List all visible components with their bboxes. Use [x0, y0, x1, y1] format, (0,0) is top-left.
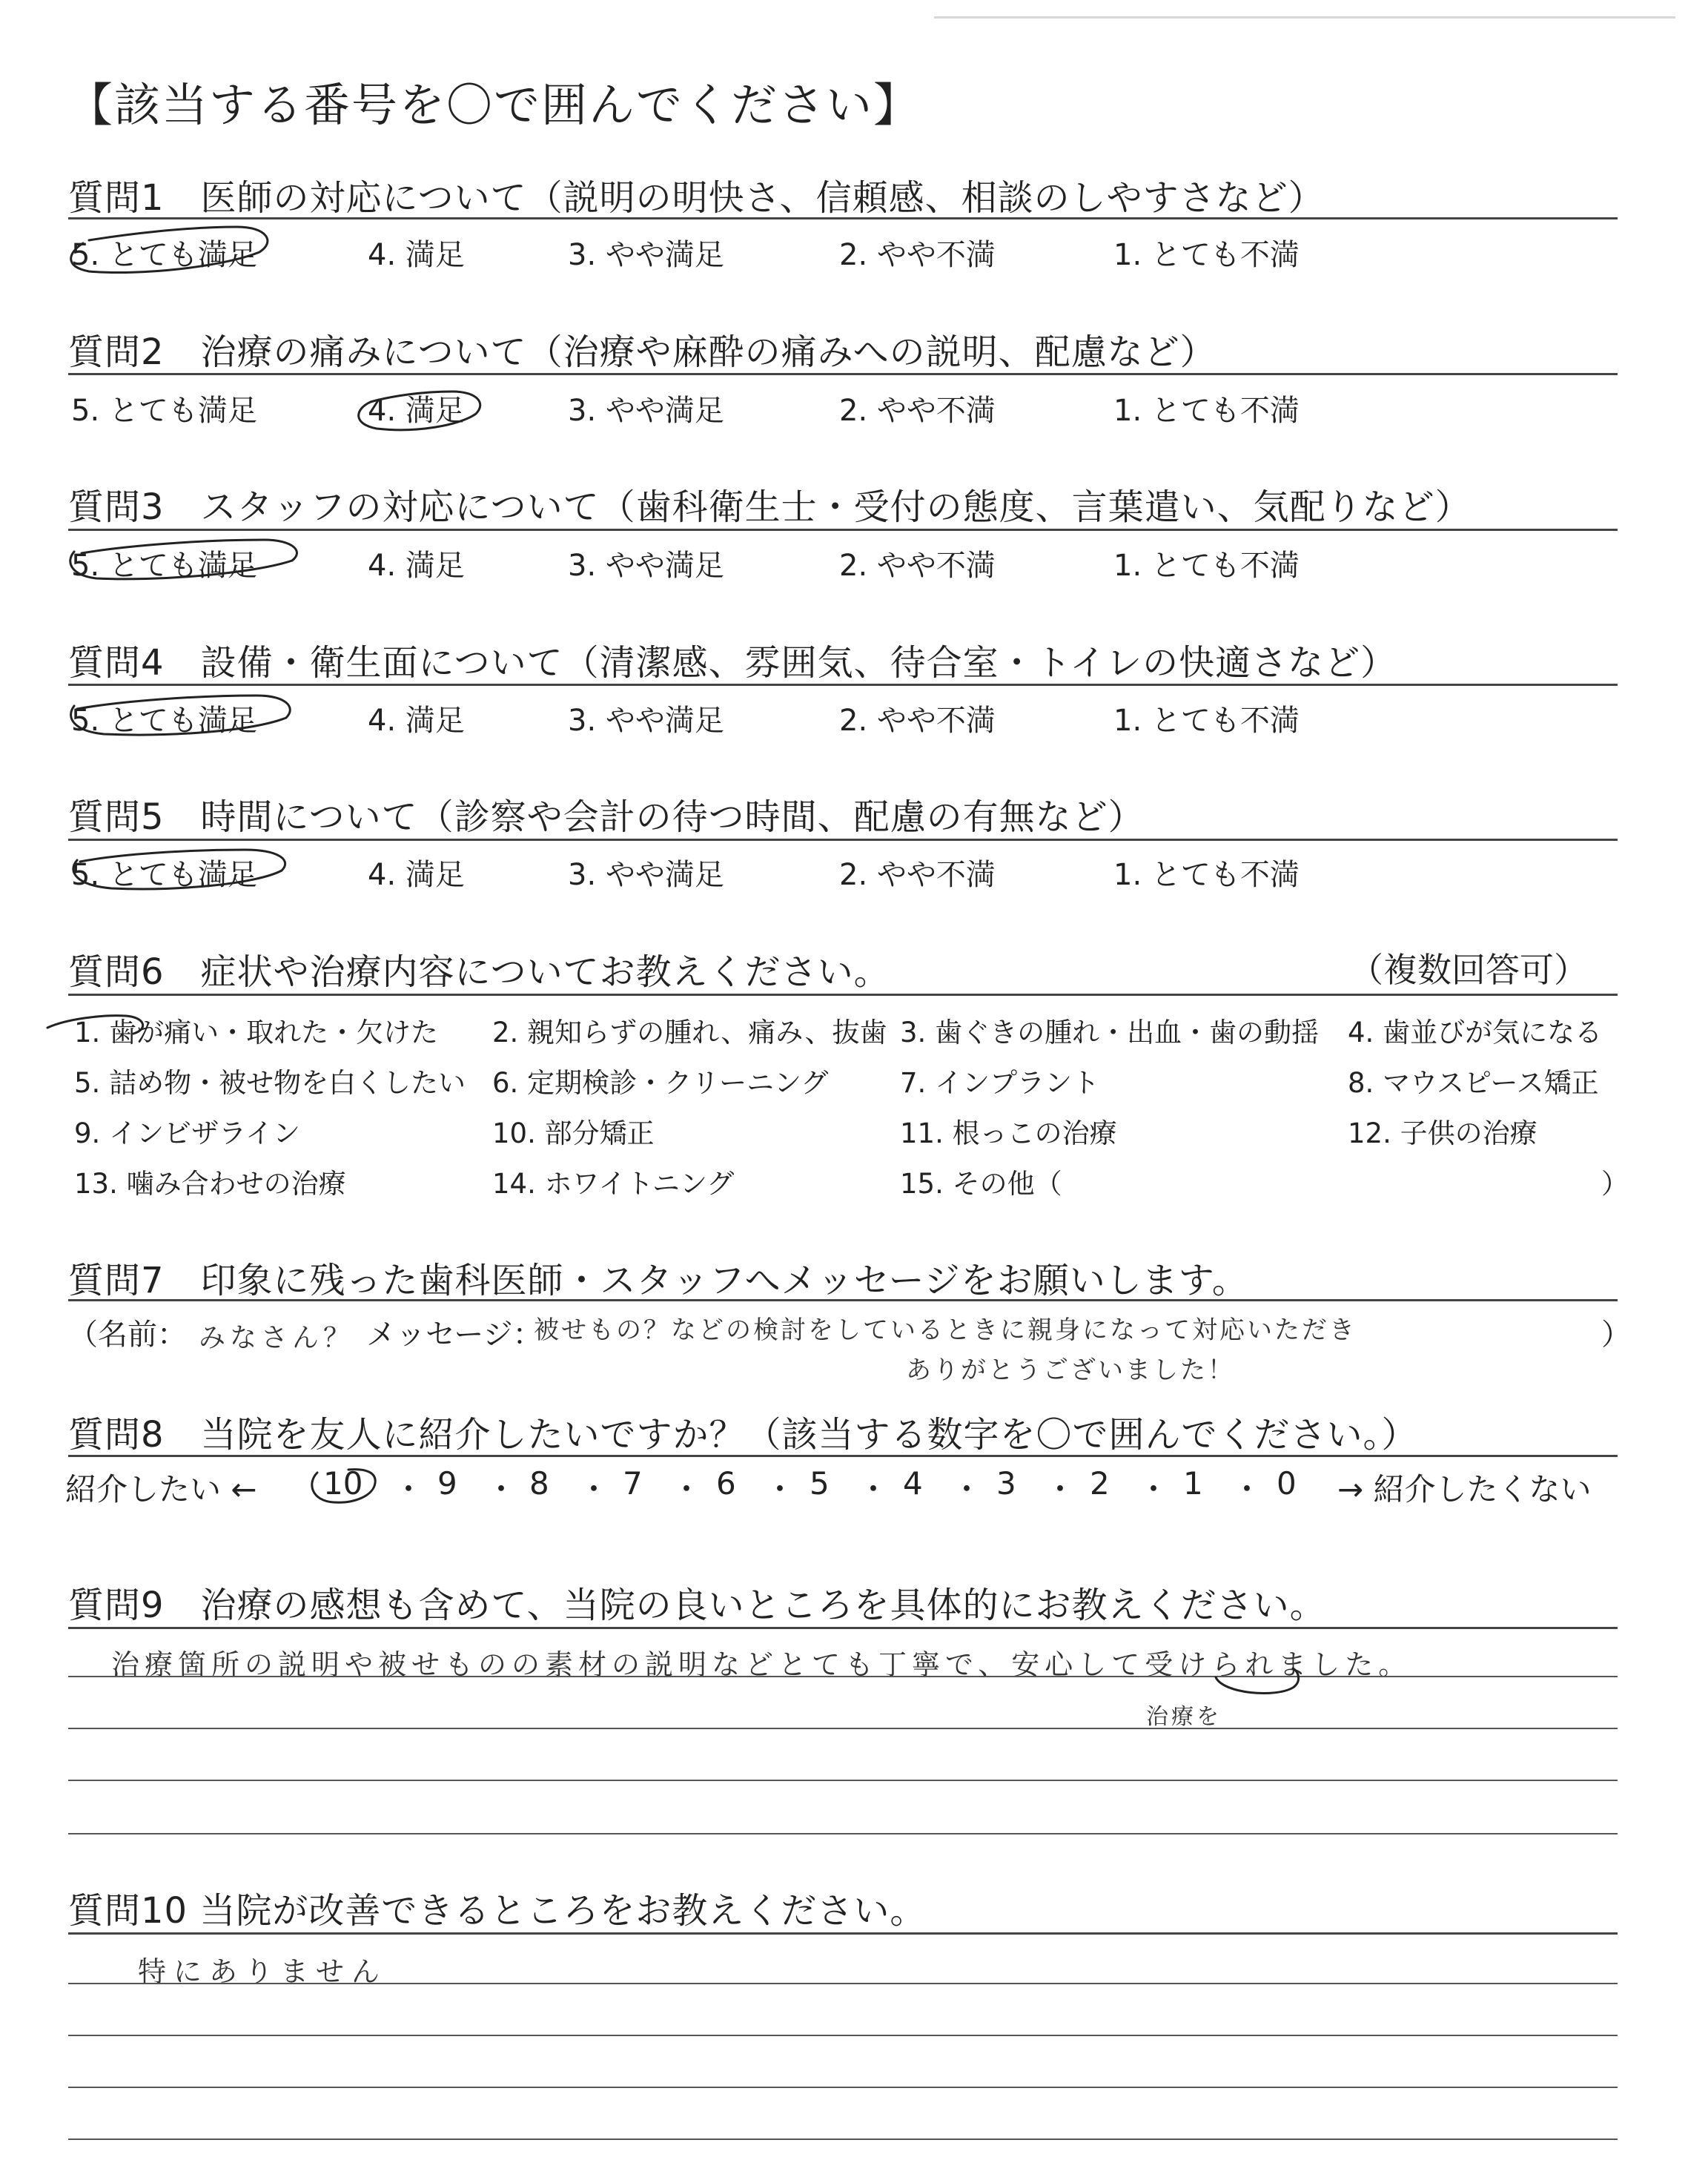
q6-option-11[interactable]: 11. 根っこの治療 — [900, 1117, 1117, 1149]
question-9-title: 質問9 治療の感想も含めて、当院の良いところを具体的にお教えください。 — [68, 1585, 1326, 1626]
q3-option-1[interactable]: 1. とても不満 — [1113, 549, 1300, 583]
q10-answer-line-3 — [68, 2087, 1618, 2088]
q6-option-10[interactable]: 10. 部分矯正 — [492, 1117, 655, 1149]
q5-option-1[interactable]: 1. とても不満 — [1113, 858, 1300, 892]
question-4-title: 質問4 設備・衛生面について（清潔感、雰囲気、待合室・トイレの快適さなど） — [68, 642, 1397, 684]
question-5-rule — [68, 839, 1618, 841]
q10-answer-line-2 — [68, 2035, 1618, 2036]
q7-message-line-1[interactable]: 被せもの？などの検討をしているときに親身になって対応いただき — [534, 1315, 1357, 1345]
q8-scale-sep: ・ — [1138, 1471, 1170, 1507]
q4-option-2[interactable]: 2. やや不満 — [839, 704, 996, 738]
question-10-rule — [68, 1932, 1618, 1935]
q10-answer-line-1 — [68, 1983, 1618, 1984]
q8-right-label: → 紹介したくない — [1337, 1471, 1592, 1507]
q9-answer-line-3 — [68, 1780, 1618, 1781]
q4-option-5[interactable]: 5. とても満足 — [71, 704, 257, 738]
q10-answer-text[interactable]: 特にありません — [138, 1955, 388, 1988]
question-6-multiple-note: （複数回答可） — [1349, 950, 1588, 990]
question-3-rule — [68, 529, 1618, 531]
q4-option-3[interactable]: 3. やや満足 — [568, 704, 724, 738]
q2-option-5[interactable]: 5. とても満足 — [71, 394, 257, 428]
q6-option-2[interactable]: 2. 親知らずの腫れ、痛み、抜歯 — [492, 1017, 887, 1048]
question-8-title: 質問8 当院を友人に紹介したいですか？（該当する数字を〇で囲んでください。） — [68, 1414, 1418, 1456]
question-7-title: 質問7 印象に残った歯科医師・スタッフへメッセージをお願いします。 — [68, 1260, 1248, 1301]
q8-scale-sep: ・ — [1231, 1471, 1263, 1507]
q8-scale-3[interactable]: 3 — [996, 1465, 1016, 1502]
q6-option-6[interactable]: 6. 定期検診・クリーニング — [492, 1067, 829, 1099]
q9-answer-insertion[interactable]: 治療を — [1146, 1704, 1222, 1730]
q6-option-13[interactable]: 13. 噛み合わせの治療 — [74, 1168, 346, 1200]
q6-option-14[interactable]: 14. ホワイトニング — [492, 1168, 735, 1200]
q6-option-8[interactable]: 8. マウスピース矯正 — [1348, 1067, 1599, 1099]
q7-name-value[interactable]: みなさん？ — [199, 1323, 355, 1353]
q8-scale-9[interactable]: 9 — [437, 1465, 457, 1502]
q8-scale-sep: ・ — [486, 1471, 517, 1507]
question-4-rule — [68, 684, 1618, 686]
q6-option-1[interactable]: 1. 歯が痛い・取れた・欠けた — [74, 1017, 439, 1048]
question-6-title: 質問6 症状や治療内容についてお教えください。 — [68, 951, 890, 993]
q1-option-1[interactable]: 1. とても不満 — [1113, 238, 1300, 272]
q1-option-2[interactable]: 2. やや不満 — [839, 238, 996, 272]
q6-option-12[interactable]: 12. 子供の治療 — [1348, 1117, 1537, 1149]
question-2-rule — [68, 373, 1618, 375]
q3-option-2[interactable]: 2. やや不満 — [839, 549, 996, 583]
q6-option-9[interactable]: 9. インビザライン — [74, 1117, 300, 1149]
q2-option-3[interactable]: 3. やや満足 — [568, 394, 724, 428]
q8-scale-10[interactable]: 10 — [323, 1465, 363, 1502]
q10-answer-line-4 — [68, 2138, 1618, 2140]
question-5-title: 質問5 時間について（診察や会計の待つ時間、配慮の有無など） — [68, 796, 1145, 838]
q5-option-5[interactable]: 5. とても満足 — [71, 858, 257, 892]
q6-option-4[interactable]: 4. 歯並びが気になる — [1348, 1017, 1603, 1048]
q9-answer-text[interactable]: 治療箇所の説明や被せものの素材の説明などとても丁寧で、安心して受けられました。 — [111, 1648, 1412, 1681]
q8-scale-4[interactable]: 4 — [903, 1465, 923, 1502]
q8-scale-sep: ・ — [858, 1471, 890, 1507]
q7-message-line-2[interactable]: ありがとうございました！ — [906, 1355, 1235, 1385]
q8-scale-2[interactable]: 2 — [1090, 1465, 1110, 1502]
q8-scale-8[interactable]: 8 — [529, 1465, 549, 1502]
q8-scale-sep: ・ — [764, 1471, 796, 1507]
question-1-rule — [68, 217, 1618, 219]
q9-answer-line-2 — [68, 1728, 1618, 1729]
q8-scale-0[interactable]: 0 — [1277, 1465, 1297, 1502]
q9-answer-line-1 — [68, 1676, 1618, 1677]
question-9-rule — [68, 1627, 1618, 1629]
q8-scale-sep: ・ — [578, 1471, 610, 1507]
q9-answer-line-4 — [68, 1833, 1618, 1834]
q5-option-3[interactable]: 3. やや満足 — [568, 858, 724, 892]
q6-other-close-paren: ） — [1601, 1168, 1629, 1200]
question-3-title: 質問3 スタッフの対応について（歯科衛生士・受付の態度、言葉遣い、気配りなど） — [68, 486, 1472, 528]
q6-option-3[interactable]: 3. 歯ぐきの腫れ・出血・歯の動揺 — [900, 1017, 1320, 1048]
q3-option-3[interactable]: 3. やや満足 — [568, 549, 724, 583]
q8-scale-sep: ・ — [393, 1471, 425, 1507]
question-7-rule — [68, 1299, 1618, 1301]
q8-scale-6[interactable]: 6 — [716, 1465, 736, 1502]
q7-name-label: （名前： — [68, 1318, 187, 1352]
q8-scale-sep: ・ — [951, 1471, 983, 1507]
q5-option-2[interactable]: 2. やや不満 — [839, 858, 996, 892]
q2-option-4[interactable]: 4. 満足 — [368, 394, 465, 428]
question-10-title: 質問10 当院が改善できるところをお教えください。 — [68, 1890, 927, 1932]
q1-option-3[interactable]: 3. やや満足 — [568, 238, 724, 272]
q8-left-label: 紹介したい ← — [65, 1471, 257, 1507]
q8-scale-sep: ・ — [1045, 1471, 1076, 1507]
q4-option-1[interactable]: 1. とても不満 — [1113, 704, 1300, 738]
question-6-rule — [68, 994, 1618, 996]
q8-scale-7[interactable]: 7 — [623, 1465, 643, 1502]
q8-scale-1[interactable]: 1 — [1183, 1465, 1203, 1502]
q2-option-2[interactable]: 2. やや不満 — [839, 394, 996, 428]
q6-option-15[interactable]: 15. その他（ — [900, 1168, 1062, 1200]
q3-option-5[interactable]: 5. とても満足 — [71, 549, 257, 583]
q3-option-4[interactable]: 4. 満足 — [368, 549, 465, 583]
q1-option-5[interactable]: 5. とても満足 — [71, 238, 257, 272]
q8-scale-5[interactable]: 5 — [810, 1465, 830, 1502]
q6-option-7[interactable]: 7. インプラント — [900, 1067, 1100, 1099]
question-8-rule — [68, 1455, 1618, 1457]
q5-option-4[interactable]: 4. 満足 — [368, 858, 465, 892]
page-title: 【該当する番号を〇で囲んでください】 — [67, 78, 921, 132]
q8-scale-sep: ・ — [671, 1471, 703, 1507]
q7-message-label: メッセージ： — [366, 1318, 543, 1352]
question-1-title: 質問1 医師の対応について（説明の明快さ、信頼感、相談のしやすさなど） — [68, 177, 1325, 219]
q1-option-4[interactable]: 4. 満足 — [368, 238, 465, 272]
question-2-title: 質問2 治療の痛みについて（治療や麻酔の痛みへの説明、配慮など） — [68, 331, 1217, 373]
q4-option-4[interactable]: 4. 満足 — [368, 704, 465, 738]
q7-close-paren: ） — [1601, 1318, 1631, 1352]
q2-option-1[interactable]: 1. とても不満 — [1113, 394, 1300, 428]
q6-option-5[interactable]: 5. 詰め物・被せ物を白くしたい — [74, 1067, 466, 1099]
scan-edge-line — [934, 16, 1675, 19]
